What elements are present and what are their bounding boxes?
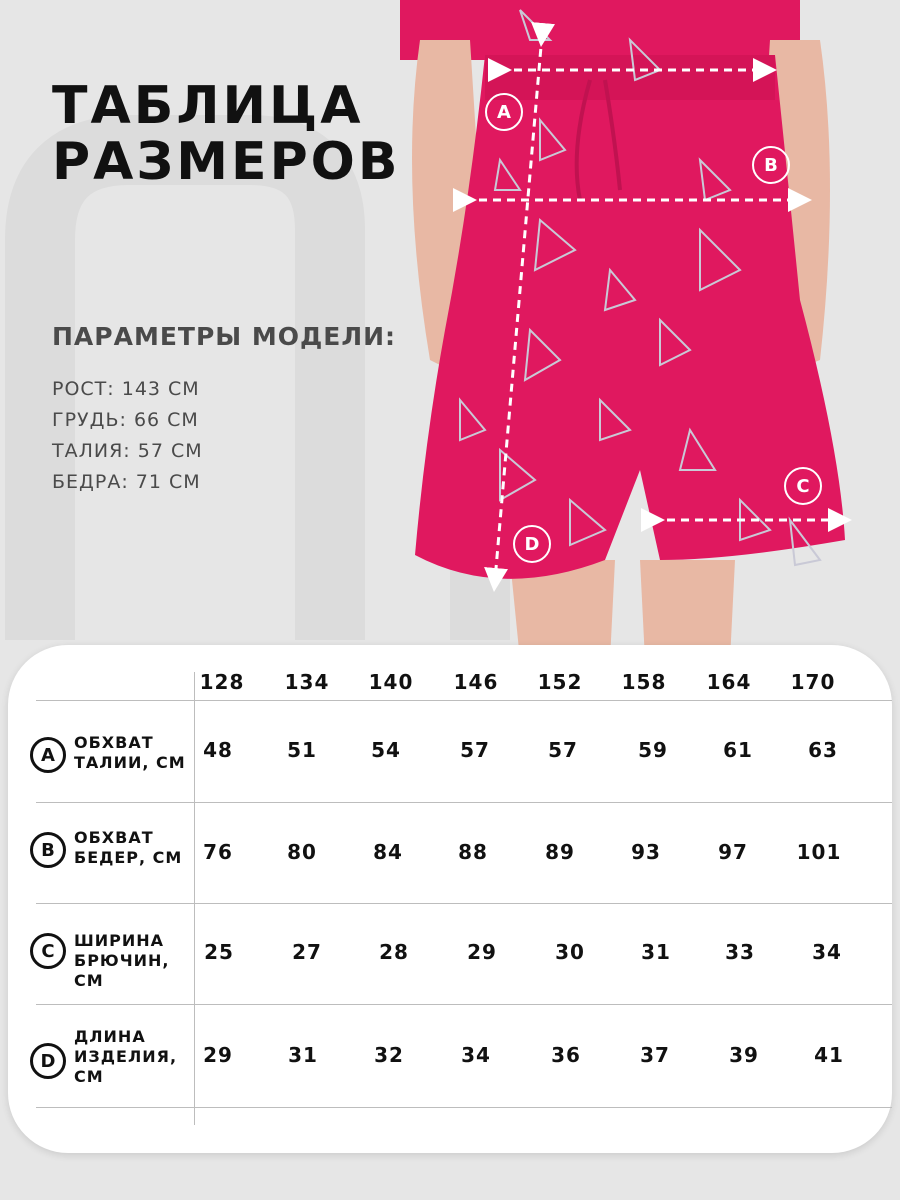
table-divider: [36, 700, 892, 701]
row-badge-d: D: [30, 1043, 66, 1079]
table-cell: 51: [287, 738, 317, 762]
model-param-chest: ГРУДЬ: 66 СМ: [52, 409, 199, 431]
table-cell: 39: [729, 1043, 759, 1067]
table-cell: 88: [458, 840, 488, 864]
row-label-hips: ОБХВАТ БЕДЕР, СМ: [74, 828, 183, 867]
table-divider: [36, 1004, 892, 1005]
table-divider: [36, 802, 892, 803]
table-cell: 25: [204, 940, 234, 964]
table-cell: 93: [631, 840, 661, 864]
table-cell: 57: [460, 738, 490, 762]
table-cell: 30: [555, 940, 585, 964]
table-cell: 37: [640, 1043, 670, 1067]
table-cell: 33: [725, 940, 755, 964]
table-cell: 61: [723, 738, 753, 762]
table-cell: 27: [292, 940, 322, 964]
row-badge-c: C: [30, 933, 66, 969]
table-cell: 48: [203, 738, 233, 762]
size-header: 134: [284, 670, 330, 694]
table-cell: 29: [467, 940, 497, 964]
row-badge-b: B: [30, 832, 66, 868]
size-header: 170: [790, 670, 836, 694]
model-param-height: РОСТ: 143 СМ: [52, 378, 200, 400]
title-line-1: ТАБЛИЦА: [52, 76, 364, 136]
table-cell: 41: [814, 1043, 844, 1067]
photo-tag-d: D: [513, 525, 551, 563]
table-cell: 34: [812, 940, 842, 964]
photo-tag-b: B: [752, 146, 790, 184]
size-header: 158: [621, 670, 667, 694]
size-header: 164: [706, 670, 752, 694]
page-title: [52, 78, 401, 190]
model-param-waist: ТАЛИЯ: 57 СМ: [52, 440, 203, 462]
table-cell: 59: [638, 738, 668, 762]
table-cell: 28: [379, 940, 409, 964]
table-cell: 97: [718, 840, 748, 864]
table-cell: 29: [203, 1043, 233, 1067]
table-cell: 31: [288, 1043, 318, 1067]
table-cell: 54: [371, 738, 401, 762]
table-cell: 89: [545, 840, 575, 864]
table-cell: 84: [373, 840, 403, 864]
table-cell: 36: [551, 1043, 581, 1067]
row-label-waist: ОБХВАТ ТАЛИИ, СМ: [74, 733, 186, 772]
model-params-heading: ПАРАМЕТРЫ МОДЕЛИ:: [52, 322, 397, 351]
row-badge-a: A: [30, 737, 66, 773]
model-param-hips: БЕДРА: 71 СМ: [52, 471, 201, 493]
row-label-length: ДЛИНА ИЗДЕЛИЯ, СМ: [74, 1027, 178, 1086]
size-header: 128: [199, 670, 245, 694]
table-divider: [36, 1107, 892, 1108]
shorts-illustration: [400, 0, 900, 660]
photo-tag-c: C: [784, 467, 822, 505]
table-cell: 76: [203, 840, 233, 864]
size-header: 140: [368, 670, 414, 694]
table-cell: 34: [461, 1043, 491, 1067]
table-divider: [36, 903, 892, 904]
size-header: 152: [537, 670, 583, 694]
title-line-2: РАЗМЕРОВ: [52, 132, 401, 192]
product-photo: [400, 0, 900, 660]
table-cell: 31: [641, 940, 671, 964]
table-cell: 63: [808, 738, 838, 762]
table-cell: 80: [287, 840, 317, 864]
table-cell: 57: [548, 738, 578, 762]
size-header: 146: [453, 670, 499, 694]
photo-tag-a: A: [485, 93, 523, 131]
table-cell: 101: [796, 840, 842, 864]
row-label-leg-width: ШИРИНА БРЮЧИН, СМ: [74, 931, 170, 990]
table-cell: 32: [374, 1043, 404, 1067]
